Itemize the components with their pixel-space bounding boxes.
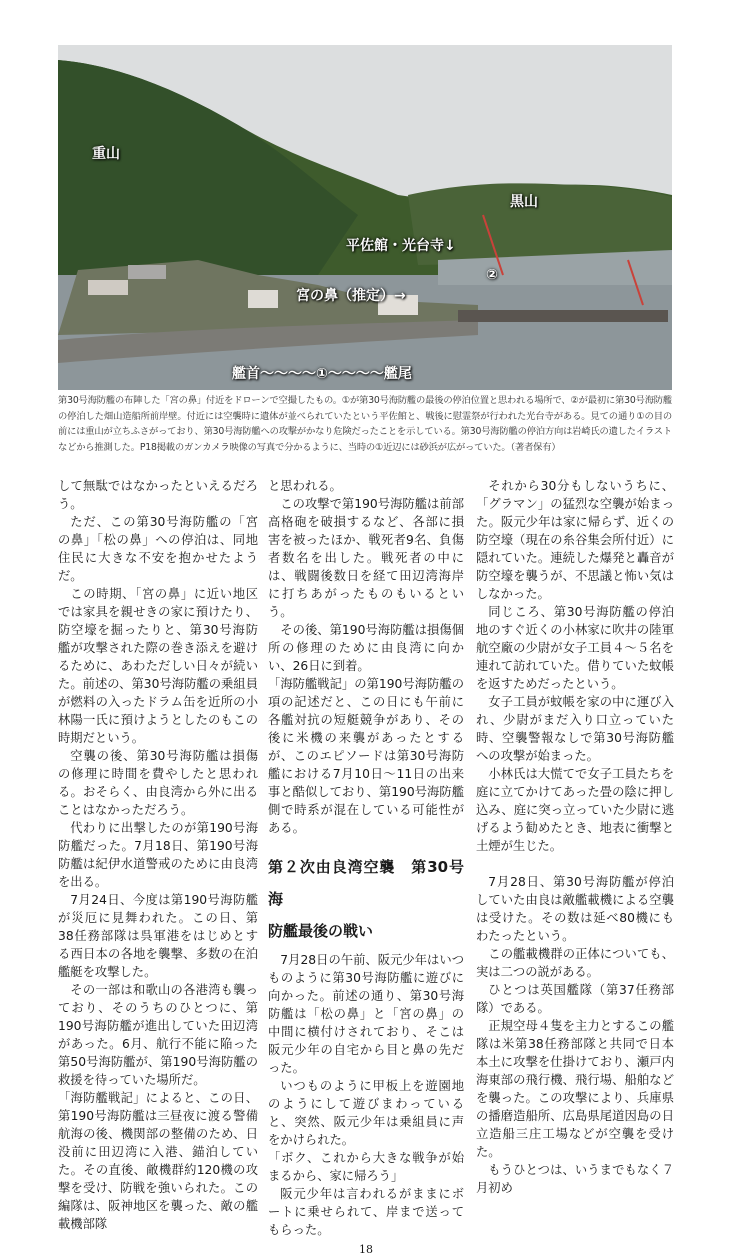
paragraph: 「ボク、これから大きな戦争が始まるから、家に帰ろう」 xyxy=(268,1151,464,1183)
paragraph: この艦載機群の正体についても、実は二つの説がある。 xyxy=(476,947,674,979)
paragraph: 代わりに出撃したのが第190号海防艦だった。7月18日、第190号海防艦は紀伊水道警戒のために由良湾を出る。 xyxy=(58,821,258,889)
label-miyanohana: 宮の鼻（推定）→ xyxy=(296,288,406,304)
paragraph: 7月28日、第30号海防艦が停泊していた由良は敵艦載機による空襲は受けた。その数は延べ80機にもわたったという。 xyxy=(476,875,674,943)
heading-line: 第２次由良湾空襲 第30号海 xyxy=(268,858,464,908)
page-number: 18 xyxy=(359,1243,373,1256)
column-middle xyxy=(268,477,464,1239)
column-right xyxy=(476,477,674,1197)
paragraph: 女子工員が蚊帳を家の中に運び入れ、少尉がまだ入り口立っていた時、空襲警報なしで第30号海防艦への攻撃が始まった。 xyxy=(476,695,674,763)
paragraph: 阪元少年は言われるがままにボートに乗せられて、岸まで送ってもらった。 xyxy=(268,1187,464,1237)
label-marker-2: ② xyxy=(486,267,498,283)
paragraph: して無駄ではなかったといえるだろう。 xyxy=(58,479,258,511)
paragraph: 正規空母４隻を主力とするこの艦隊は米第38任務部隊と共同で日本本土に攻撃を仕掛けており、瀬戸内海東部の飛行機、飛行場、船舶などを襲った。この攻撃により、兵庫県の播磨造船所、広島県尾道因島の日立造船三庄工場などが空襲を受けた。 xyxy=(476,1019,674,1159)
paragraph: その一部は和歌山の各港湾も襲っており、そのうちのひとつに、第190号海防艦が進出していた田辺湾があった。6月、航行不能に陥った第50号海防艦が、第190号海防艦の救援を待っていた場所だ。 xyxy=(58,983,258,1087)
paragraph: もうひとつは、いうまでもなく７月初め xyxy=(476,1163,674,1195)
paragraph: 7月28日の午前、阪元少年はいつものように第30号海防艦に遊びに向かった。前述の通り、第30号海防艦は「松の鼻」と「宮の鼻」の中間に横付けされており、そこは阪元少年の自宅から目と鼻の先だった。 xyxy=(268,953,464,1075)
heading-line: 防艦最後の戦い xyxy=(268,922,374,940)
paragraph: いつものように甲板上を遊園地のようにして遊びまわっていると、突然、阪元少年は乗組員に声をかけられた。 xyxy=(268,1079,464,1147)
paragraph: 同じころ、第30号海防艦の停泊地のすぐ近くの小林家に吹井の陸軍航空廠の少尉が女子工員４～５名を連れて訪れていた。借りていた蚊帳を返すためだったという。 xyxy=(476,605,674,691)
paragraph: この時期、「宮の鼻」に近い地区では家具を親せきの家に預けたり、防空壕を掘ったりと、第30号海防艦が攻撃された際の巻き添えを避けるために、あわただしい日々が続いた。前述の、第30号海防艦の乗組員が燃料の入ったドラム缶を近所の小林陽一氏に預けようとしたのもこの時期だという。 xyxy=(58,587,258,745)
paragraph: 小林氏は大慌てで女子工員たちを庭に立てかけてあった畳の陰に押し込み、庭に突っ立っていた少尉に逃げるよう勧めたとき、地表に衝撃と土煙が生じた。 xyxy=(476,767,674,853)
label-temple: 平佐館・光台寺↓ xyxy=(346,238,456,254)
section-heading xyxy=(268,851,464,947)
photo-caption: 第30号海防艦の布陣した「宮の鼻」付近をドローンで空撮したもの。①が第30号海防艦の最後の停泊位置と思われる場所で、②が最初に第30号海防艦の停泊した畑山造船所前岸壁。付近には空襲時に遺体が並べられていたという平佐館と、戦後に慰霊祭が行われた光台寺がある。見ての通り①の目の前には重山が立ちふさがっており、第30号海防艦への攻撃がかなり危険だったことを示している。第30号海防艦の停泊方向は岩崎氏の遺したイラストなどから推測した。P18掲載のガンカメラ映像の写真で分かるように、当時の①近辺には砂浜が広がっていた。（著者保有） xyxy=(58,393,672,455)
photo-scene xyxy=(58,45,672,390)
paragraph: 「海防艦戦記」の第190号海防艦の項の記述だと、この日にも午前に各艦対抗の短艇競争があり、その後に米機の来襲があったとするが、このエピソードは第30号海防艦における7月10日～11日の出来事と酷似しており、第190号海防艦側で時系が混在している可能性がある。 xyxy=(268,677,464,835)
paragraph: ひとつは英国艦隊（第37任務部隊）である。 xyxy=(476,983,674,1015)
paragraph: 「海防艦戦記」によると、この日、第190号海防艦は三昼夜に渡る警備航海の後、機関部の整備のため、日没前に田辺湾に入港、錨泊していた。その直後、敵機群約120機の攻撃を受け、防戦を強いられた。この編隊は、阪神地区を襲った、敵の艦載機部隊 xyxy=(58,1091,258,1231)
paragraph: それから30分もしないうちに、「グラマン」の猛烈な空襲が始まった。阪元少年は家に帰らず、近くの防空壕（現在の糸谷集会所付近）に隠れていた。連続した爆発と轟音が防空壕を襲うが、不思議と怖い気はしなかった。 xyxy=(476,479,674,601)
paragraph: この攻撃で第190号海防艦は前部高格砲を破損するなど、各部に損害を被ったほか、戦死者9名、負傷者数名を出した。戦死者の中には、戦闘後数日を経て田辺湾海岸に打ちあがったものもいるという。 xyxy=(268,497,464,619)
column-left xyxy=(58,477,258,1233)
aerial-photo xyxy=(58,45,672,390)
label-mountain-left: 重山 xyxy=(92,146,120,162)
paragraph: 空襲の後、第30号海防艦は損傷の修理に時間を費やしたと思われる。おそらく、由良湾から外に出ることはなかっただろう。 xyxy=(58,749,258,817)
paragraph: その後、第190号海防艦は損傷個所の修理のために由良湾に向かい、26日に到着。 xyxy=(268,623,464,673)
label-mountain-right: 黒山 xyxy=(510,194,538,210)
paragraph: 7月24日、今度は第190号海防艦が災厄に見舞われた。この日、第38任務部隊は呉軍港をはじめとする西日本の各地を襲撃、多数の在泊艦艇を攻撃した。 xyxy=(58,893,258,979)
label-ship-position: 艦首～～～～①～～～～艦尾 xyxy=(232,366,412,382)
paragraph: ただ、この第30号海防艦の「宮の鼻」「松の鼻」への停泊は、同地住民に大きな不安を抱かせたようだ。 xyxy=(58,515,258,583)
paragraph: と思われる。 xyxy=(268,479,342,493)
